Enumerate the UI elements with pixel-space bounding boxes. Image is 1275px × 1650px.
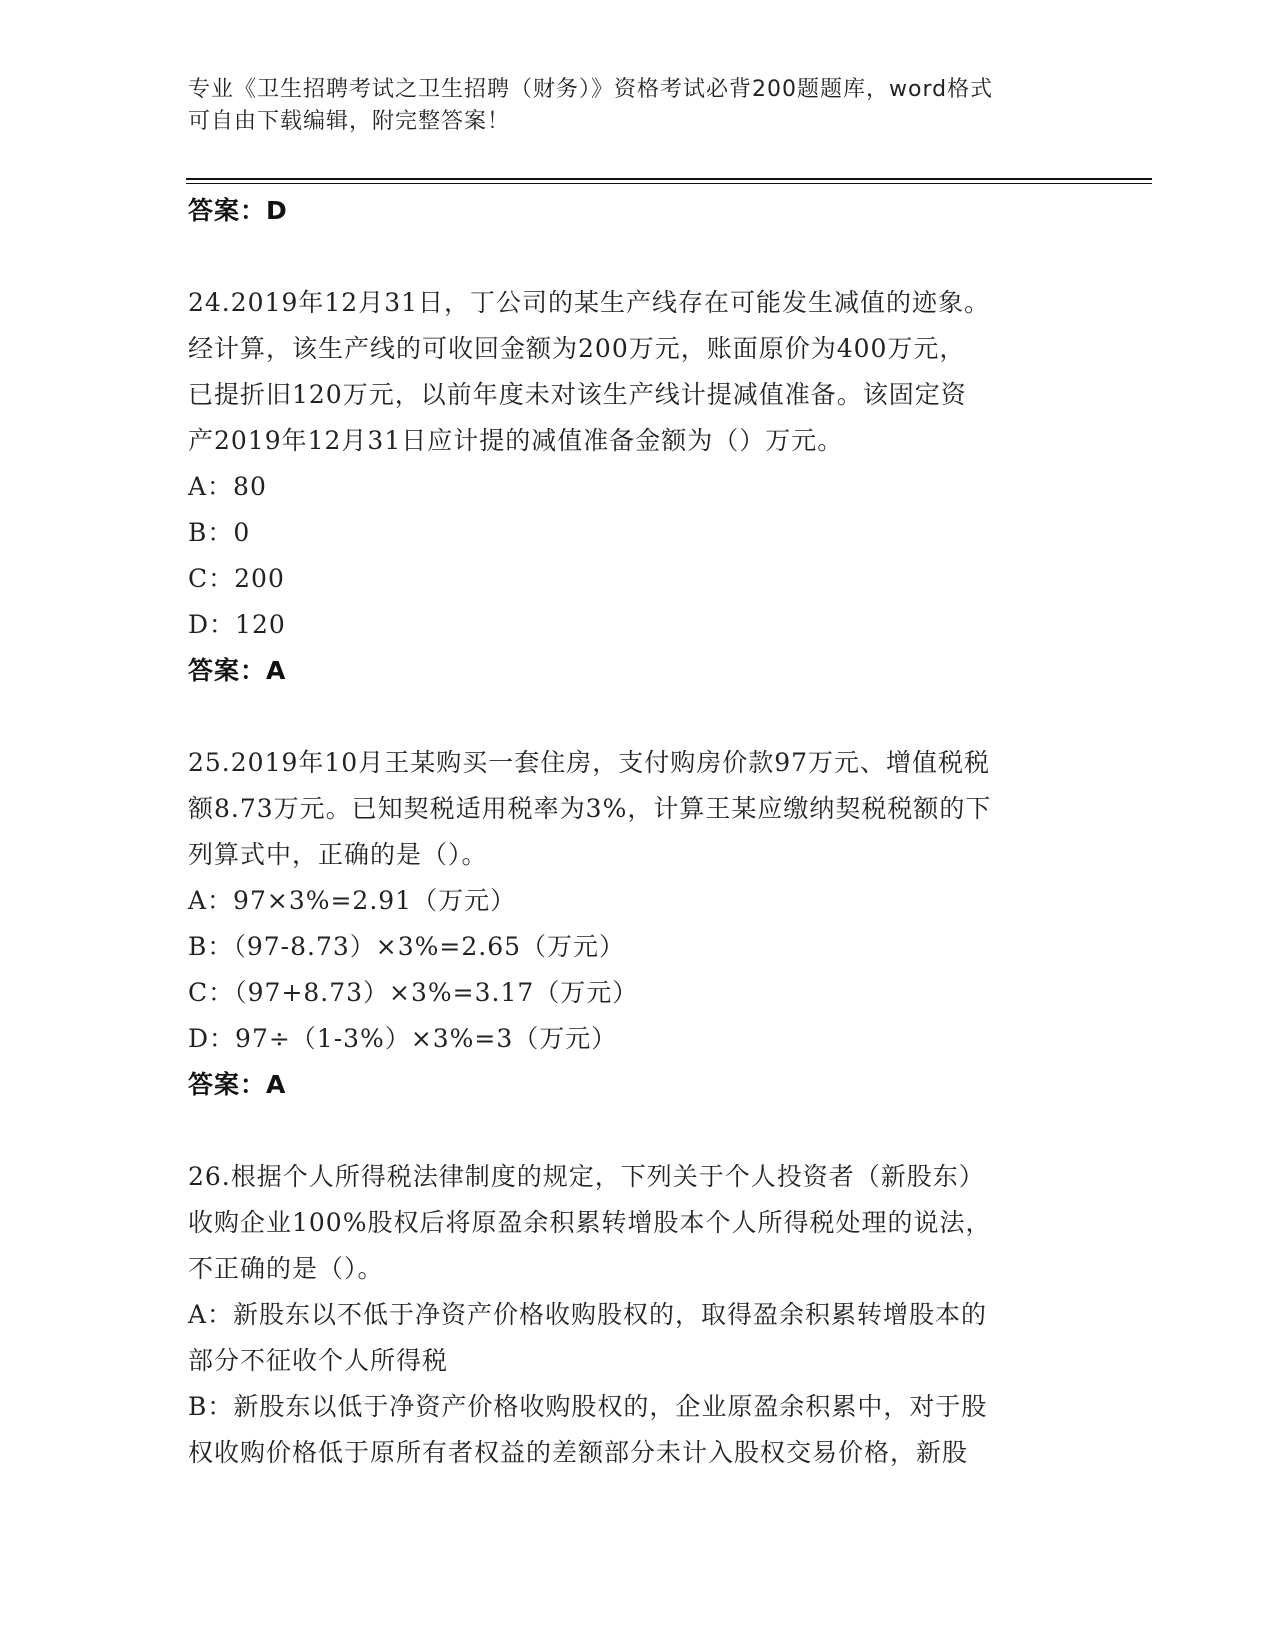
document-body [188, 188, 1088, 1476]
document-header [188, 74, 1088, 138]
option-a: A：97×3%=2.91（万元） [188, 886, 517, 915]
option-a: A：80 [188, 472, 267, 501]
question-line: 列算式中，正确的是（）。 [188, 840, 488, 869]
header-line-2: 可自由下载编辑，附完整答案！ [188, 109, 511, 134]
option-a: A：新股东以不低于净资产价格收购股权的，取得盈余积累转增股本的 [188, 1300, 988, 1329]
option-d: D：120 [188, 610, 286, 639]
option-b: B：（97-8.73）×3%=2.65（万元） [188, 932, 626, 961]
question-line: 已提折旧120万元，以前年度未对该生产线计提减值准备。该固定资 [188, 380, 967, 409]
option-a-continued: 部分不征收个人所得税 [188, 1346, 449, 1375]
option-b: B：新股东以低于净资产价格收购股权的，企业原盈余积累中，对于股 [188, 1392, 988, 1421]
option-d: D：97÷（1-3%）×3%=3（万元） [188, 1024, 618, 1053]
header-line-1: 专业《卫生招聘考试之卫生招聘（财务）》资格考试必背200题题库，word格式 [188, 77, 994, 102]
question-line: 25.2019年10月王某购买一套住房，支付购房价款97万元、增值税税 [188, 748, 991, 777]
header-rule-thick [186, 178, 1152, 180]
option-b: B：0 [188, 518, 251, 547]
header-rule-thin [186, 183, 1152, 184]
question-24 [188, 280, 1088, 694]
question-line: 额8.73万元。已知契税适用税率为3%，计算王某应缴纳契税税额的下 [188, 794, 992, 823]
previous-answer: 答案：D [188, 196, 288, 225]
question-line: 收购企业100%股权后将原盈余积累转增股本个人所得税处理的说法， [188, 1208, 992, 1237]
question-line: 经计算，该生产线的可收回金额为200万元，账面原价为400万元， [188, 334, 966, 363]
option-c: C：200 [188, 564, 285, 593]
question-26 [188, 1154, 1088, 1476]
option-c: C：（97+8.73）×3%=3.17（万元） [188, 978, 639, 1007]
option-b-continued: 权收购价格低于原所有者权益的差额部分未计入股权交易价格，新股 [188, 1438, 969, 1467]
answer: 答案：A [188, 656, 287, 685]
question-25 [188, 740, 1088, 1108]
answer: 答案：A [188, 1070, 287, 1099]
question-line: 26.根据个人所得税法律制度的规定，下列关于个人投资者（新股东） [188, 1162, 985, 1191]
question-line: 产2019年12月31日应计提的减值准备金额为（）万元。 [188, 426, 844, 455]
question-line: 24.2019年12月31日，丁公司的某生产线存在可能发生减值的迹象。 [188, 288, 991, 317]
question-line: 不正确的是（）。 [188, 1254, 384, 1283]
